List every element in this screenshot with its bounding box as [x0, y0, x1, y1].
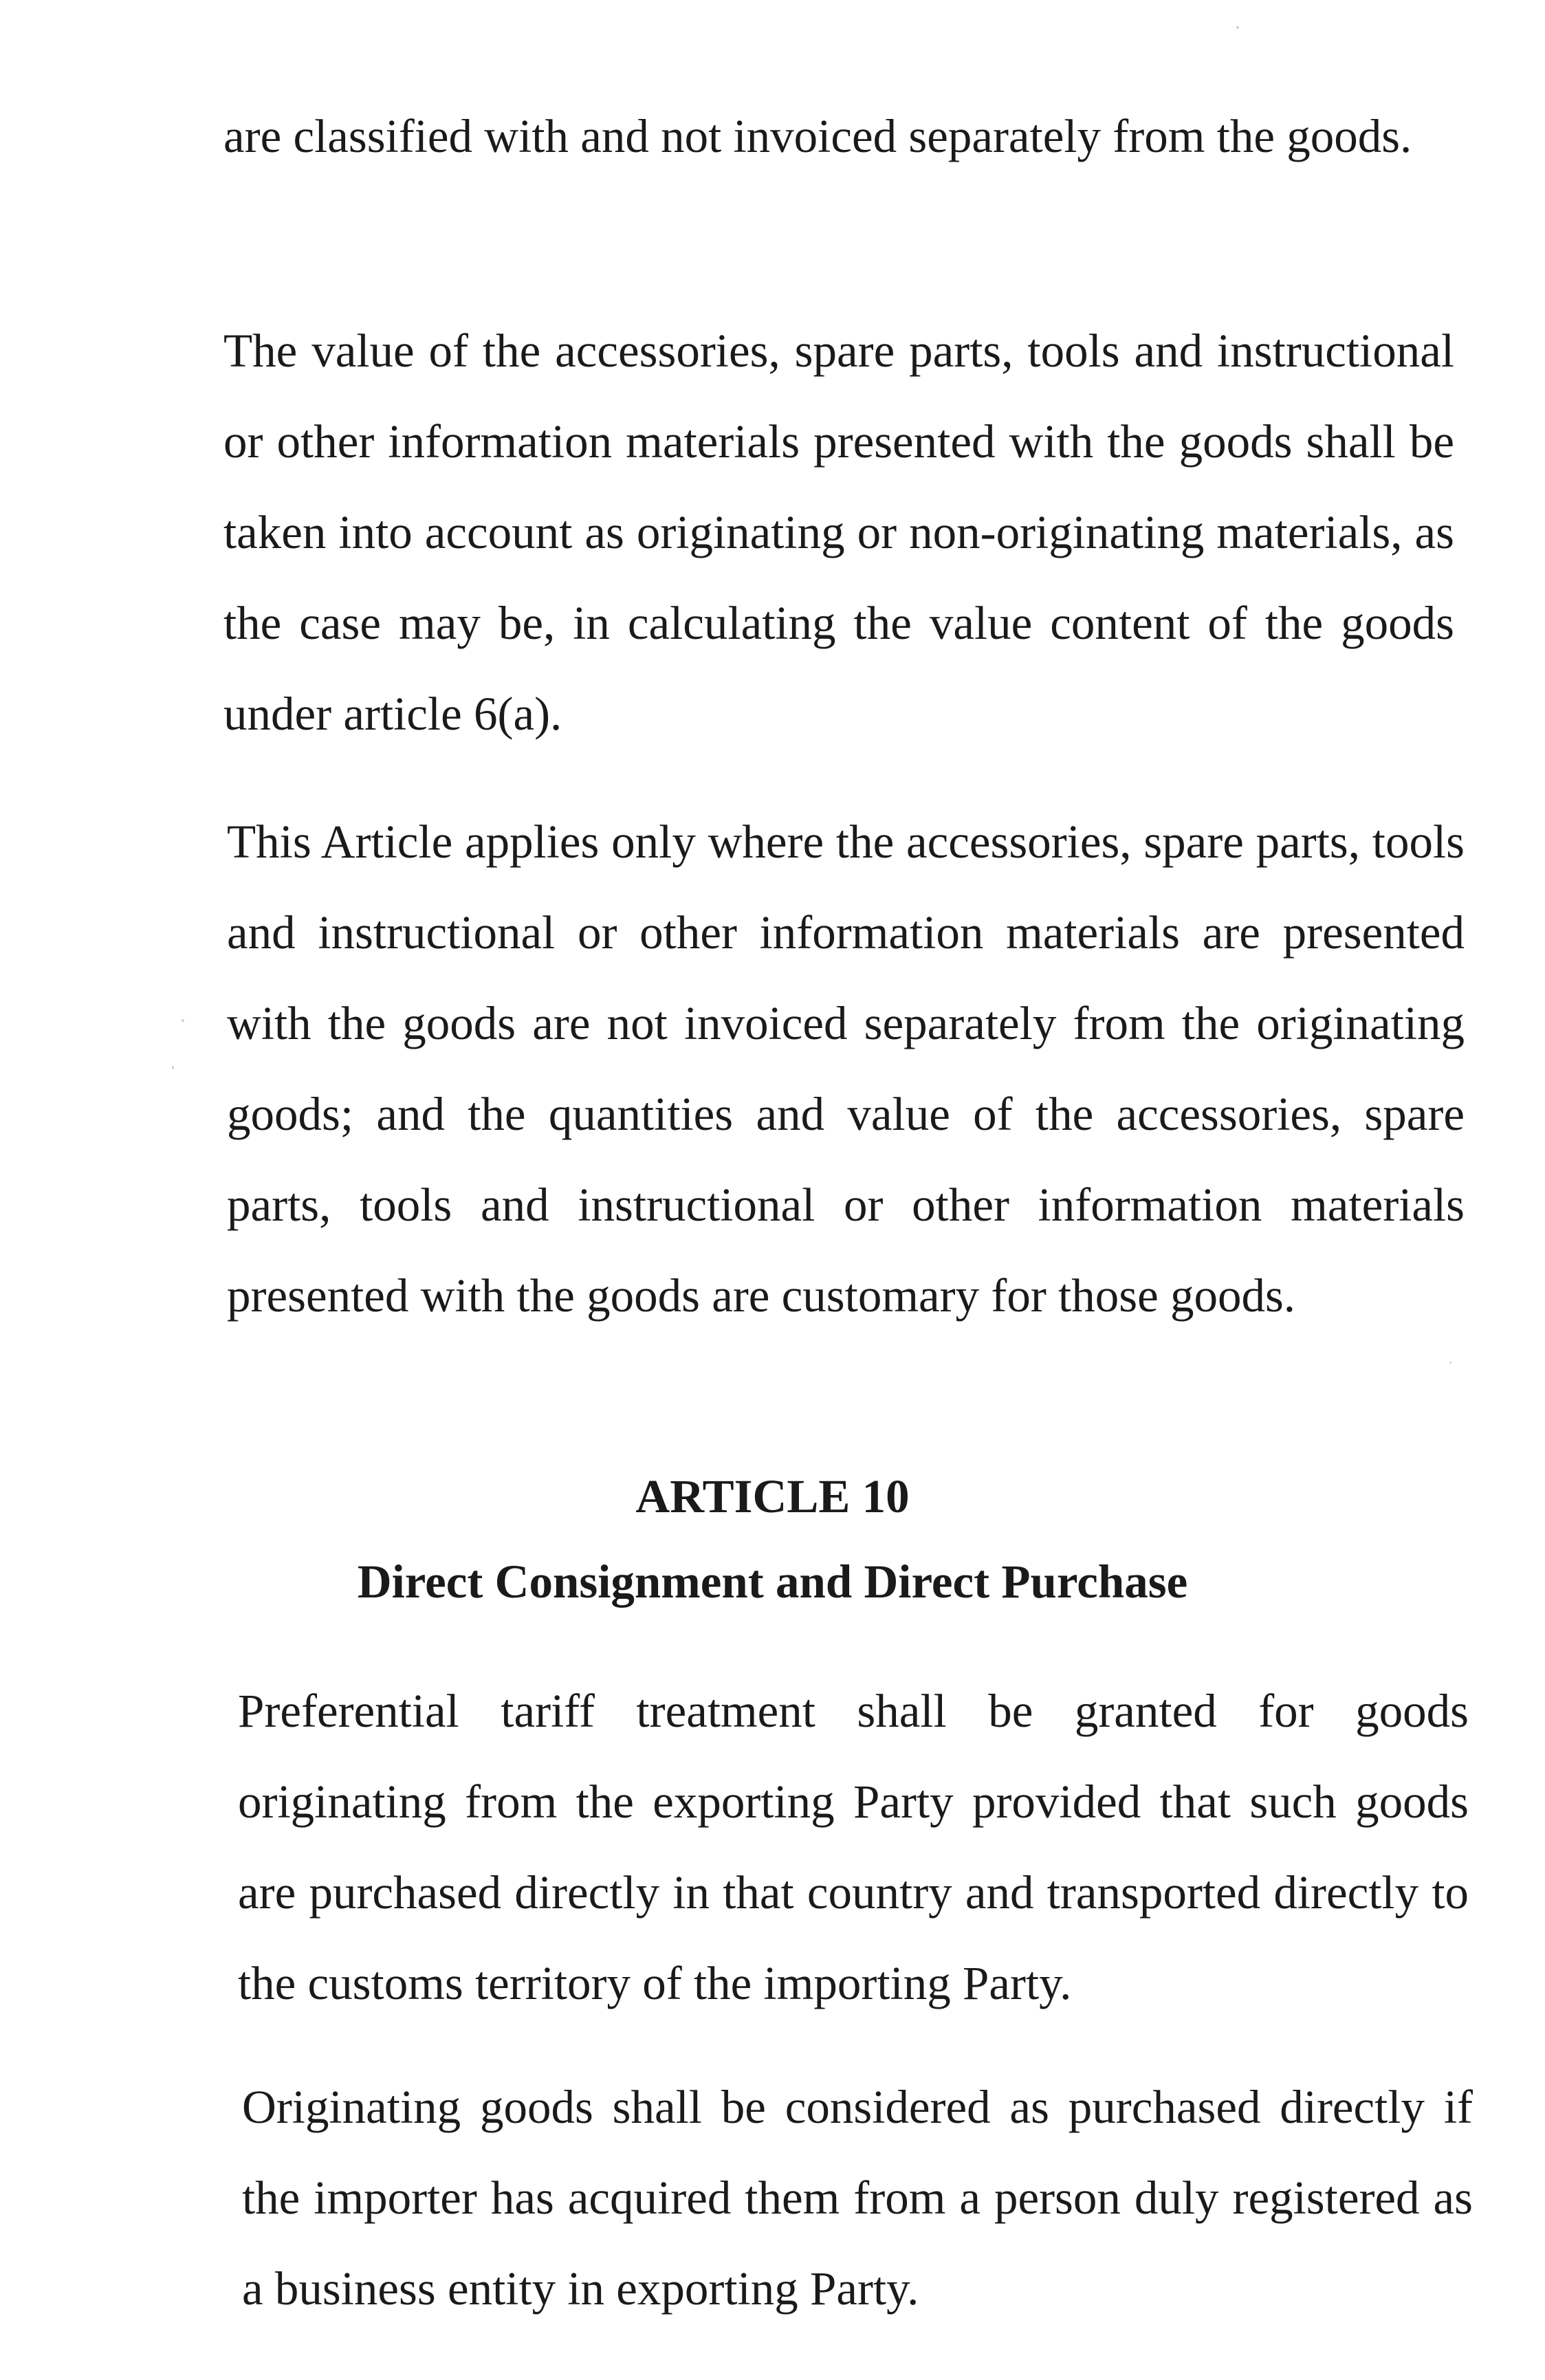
article-title-heading: Direct Consignment and Direct Purchase	[357, 1555, 1188, 1608]
paragraph-article-applies: This Article applies only where the accessories, spare parts, tools and instructional or other information materials are presented with the goods are not invoiced separately from the originating goods; and the quantities and value of the accessories, spare parts, tools and instructional or other information materials presented with the goods are customary for those goods.	[227, 816, 1465, 1322]
paragraph-classified-goods: are classified with and not invoiced separately from the goods.	[223, 110, 1412, 162]
scan-speck	[1449, 1362, 1451, 1364]
article-number-heading: ARTICLE 10	[635, 1470, 910, 1522]
paragraph-preferential-tariff: Preferential tariff treatment shall be granted for goods originating from the exporting Party provided that such goods are purchased directly in that country and transported directly to the customs territory of the importing Party.	[238, 1685, 1469, 2009]
scan-speck	[172, 1066, 174, 1069]
scan-speck	[182, 1019, 184, 1022]
paragraph-purchased-directly: Originating goods shall be considered as purchased directly if the importer has acquired them from a person duly registered as a business entity in exporting Party.	[242, 2081, 1473, 2315]
scan-speck	[1236, 26, 1239, 29]
paragraph-value-of-accessories: The value of the accessories, spare parts, tools and instructional or other information materials presented with the goods shall be taken into account as originating or non-originating materials, as the case may be, in calculating the value content of the goods under article 6(a).	[223, 325, 1454, 740]
